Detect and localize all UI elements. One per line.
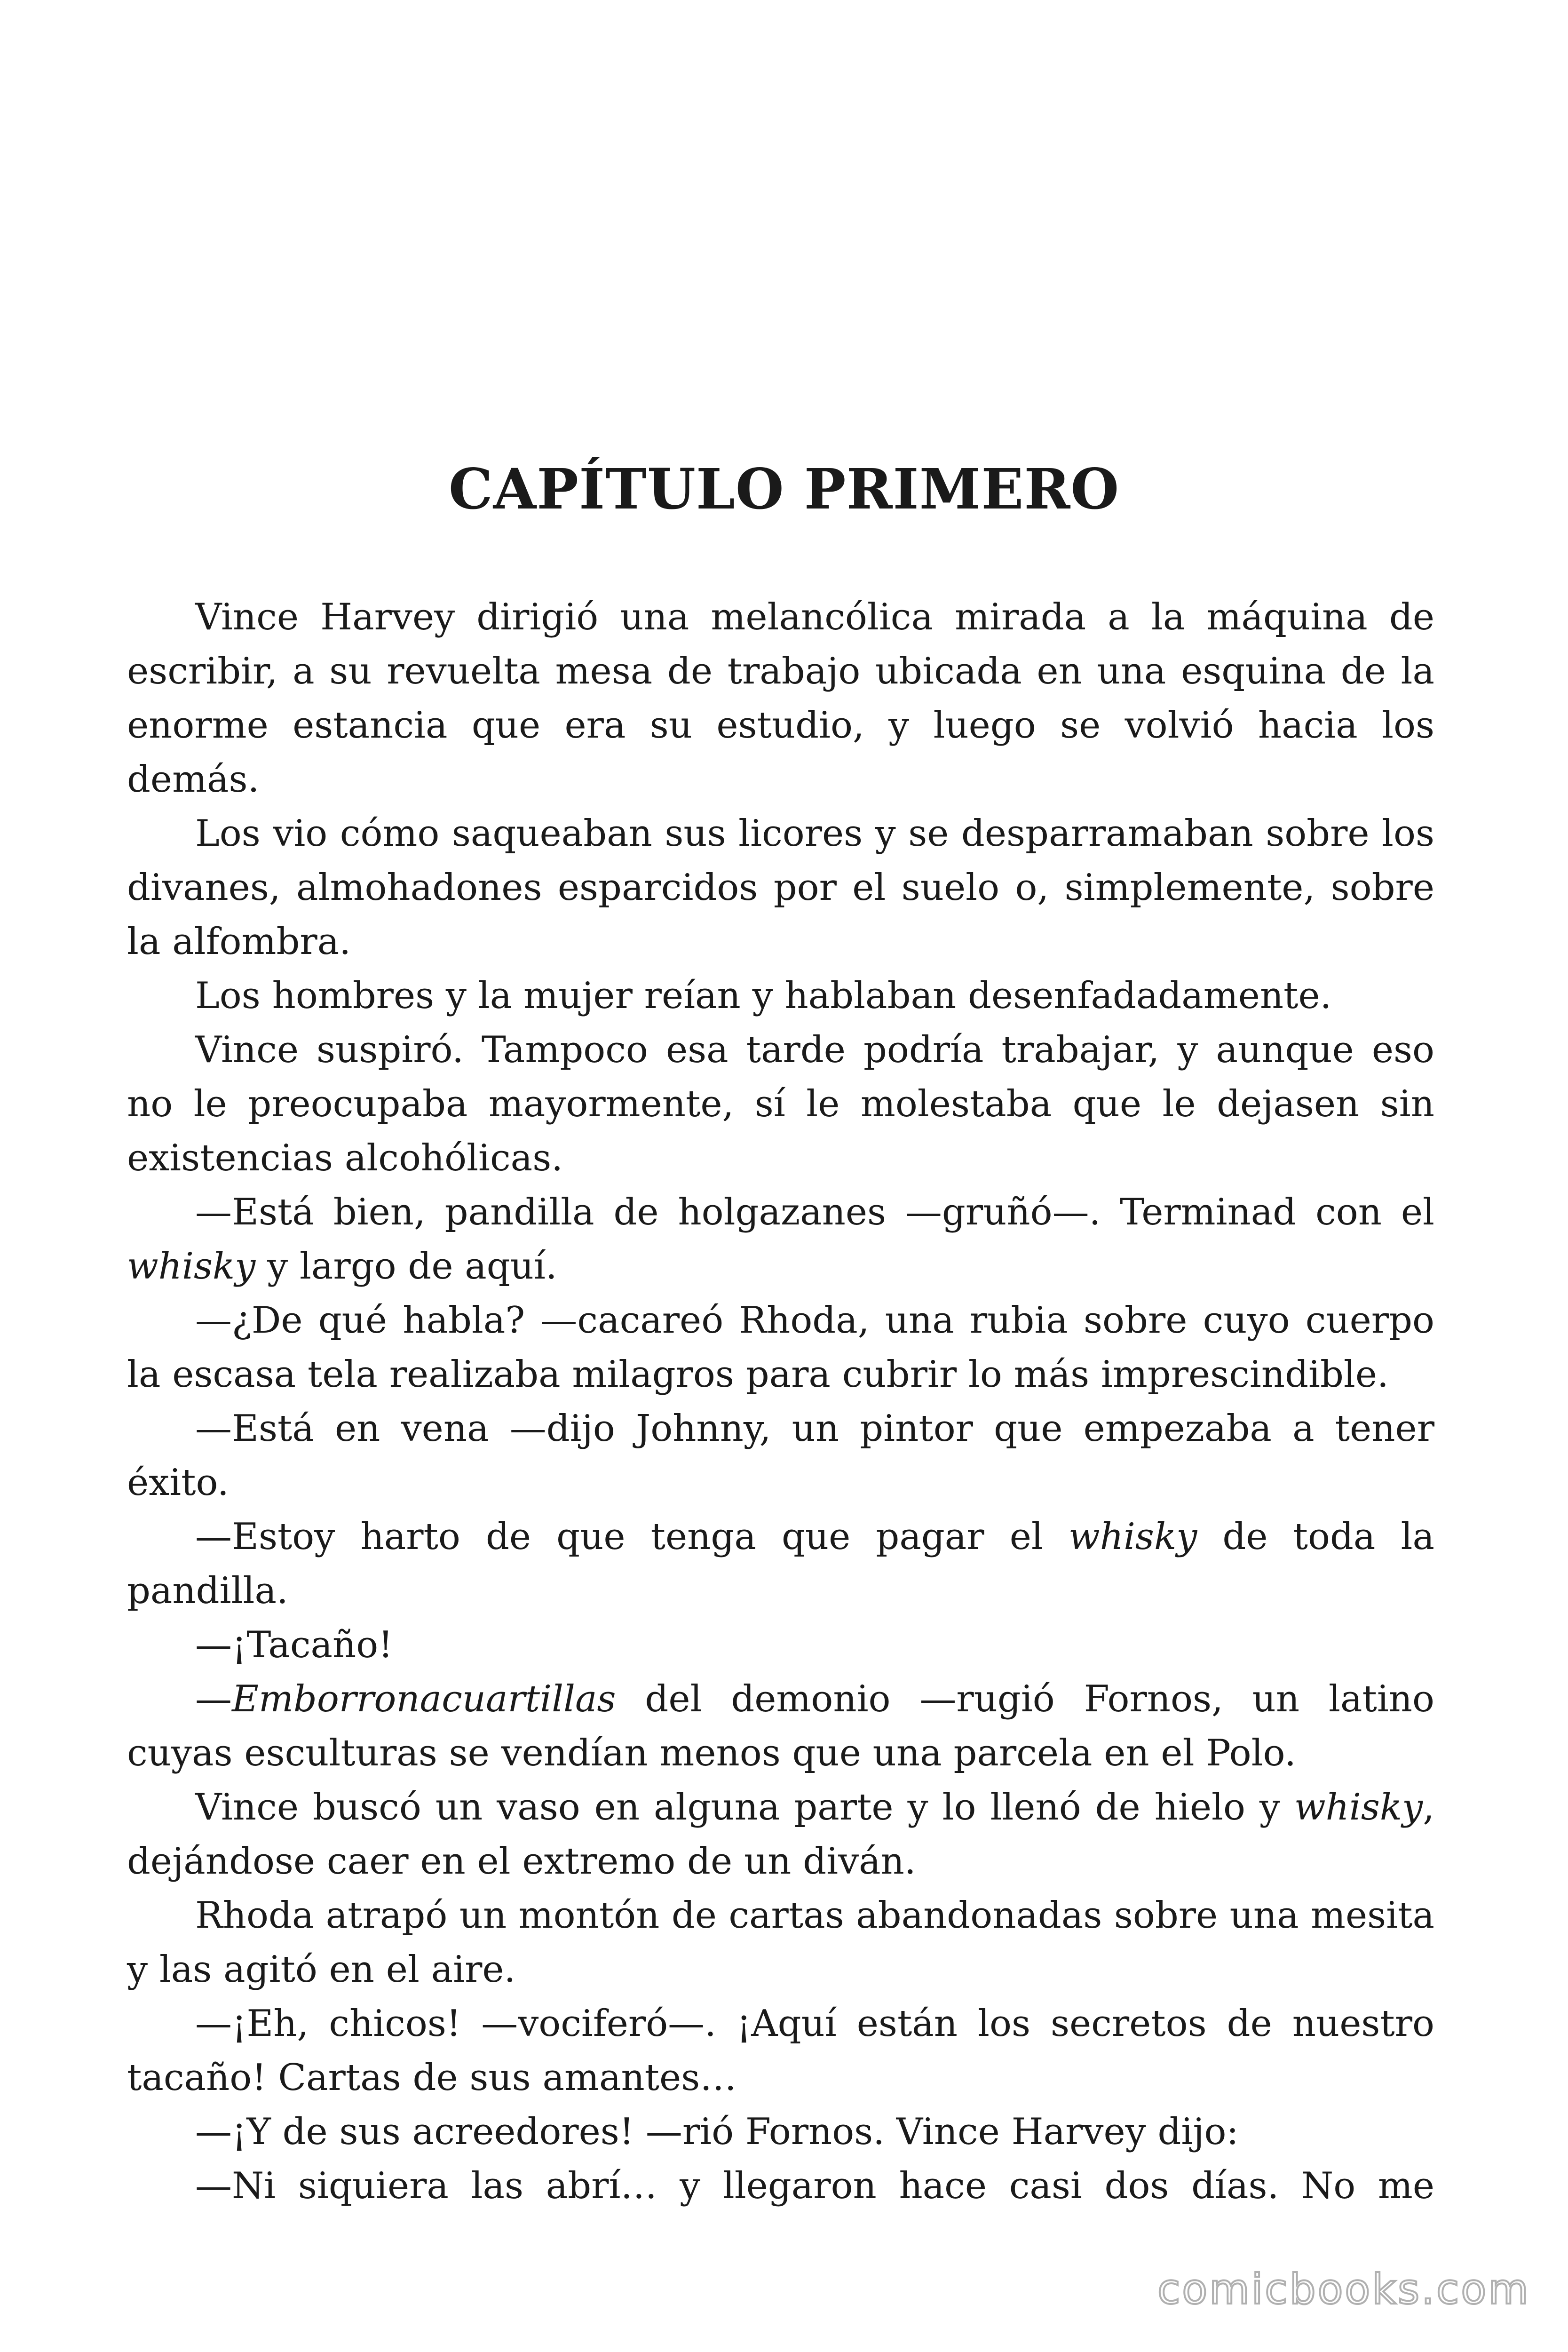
text-run: , dejándose caer en el extremo de un diván. <box>127 1786 1434 1883</box>
paragraph <box>127 1672 1434 1780</box>
paragraph <box>127 1997 1434 2105</box>
paragraph <box>127 1780 1434 1889</box>
text-run: Vince buscó un vaso en alguna parte y lo llenó de hielo y <box>195 1786 1294 1828</box>
text-run: —Estoy harto de que tenga que pagar el <box>195 1516 1069 1558</box>
paragraph <box>127 1402 1434 1510</box>
text-run: del demonio —rugió Fornos, un latino cuyas esculturas se vendían menos que una parcela en el Polo. <box>127 1678 1434 1774</box>
italic-run: whisky <box>127 1245 256 1287</box>
text-run: Los vio cómo saqueaban sus licores y se desparramaban sobre los divanes, almohadones esparcidos por el suelo o, simplemente, sobre la alfombra. <box>127 812 1434 963</box>
paragraph <box>127 807 1434 969</box>
watermark-logo: comicbooks.com <box>1157 2265 1530 2313</box>
text-run: Rhoda atrapó un montón de cartas abandonadas sobre una mesita y las agitó en el aire. <box>127 1894 1434 1991</box>
chapter-title: CAPÍTULO PRIMERO <box>448 456 1120 522</box>
text-run: —¡Eh, chicos! —vociferó—. ¡Aquí están los secretos de nuestro tacaño! Cartas de sus amantes… <box>127 2002 1434 2099</box>
paragraph <box>127 2105 1434 2159</box>
text-run: —Está en vena —dijo Johnny, un pintor que empezaba a tener éxito. <box>127 1407 1434 1504</box>
text-run: Los hombres y la mujer reían y hablaban desenfadadamente. <box>195 975 1332 1017</box>
paragraph <box>127 1023 1434 1185</box>
paragraph <box>127 1889 1434 1997</box>
text-run: —¡Y de sus acreedores! —rió Fornos. Vince Harvey dijo: <box>195 2111 1239 2153</box>
body-text <box>127 590 1434 2213</box>
paragraph <box>127 1618 1434 1672</box>
text-run: —Ni siquiera las abrí… y llegaron hace casi dos días. No me <box>195 2165 1434 2207</box>
paragraph <box>127 2159 1434 2213</box>
text-run: —¡Tacaño! <box>195 1624 393 1666</box>
paragraph <box>127 969 1434 1023</box>
text-run: —¿De qué habla? —cacareó Rhoda, una rubia sobre cuyo cuerpo la escasa tela realizaba milagros para cubrir lo más imprescindible. <box>127 1299 1434 1396</box>
text-run: Vince Harvey dirigió una melancólica mirada a la máquina de escribir, a su revuelta mesa de trabajo ubicada en una esquina de la enorme estancia que era su estudio, y luego se volvió hacia los demás. <box>127 596 1434 801</box>
text-run: Vince suspiró. Tampoco esa tarde podría trabajar, y aunque eso no le preocupaba mayormente, sí le molestaba que le dejasen sin existencias alcohólicas. <box>127 1029 1434 1179</box>
text-run: —Está bien, pandilla de holgazanes —gruñó—. Terminad con el <box>195 1191 1434 1233</box>
italic-run: whisky <box>1294 1786 1423 1828</box>
text-run: y largo de aquí. <box>255 1245 557 1287</box>
italic-run: Emborronacuartillas <box>232 1678 616 1720</box>
paragraph <box>127 1294 1434 1402</box>
paragraph <box>127 1510 1434 1618</box>
paragraph <box>127 590 1434 807</box>
text-run: — <box>195 1678 232 1720</box>
paragraph <box>127 1185 1434 1294</box>
text-run: de toda la pandilla. <box>127 1516 1434 1612</box>
italic-run: whisky <box>1068 1516 1197 1558</box>
